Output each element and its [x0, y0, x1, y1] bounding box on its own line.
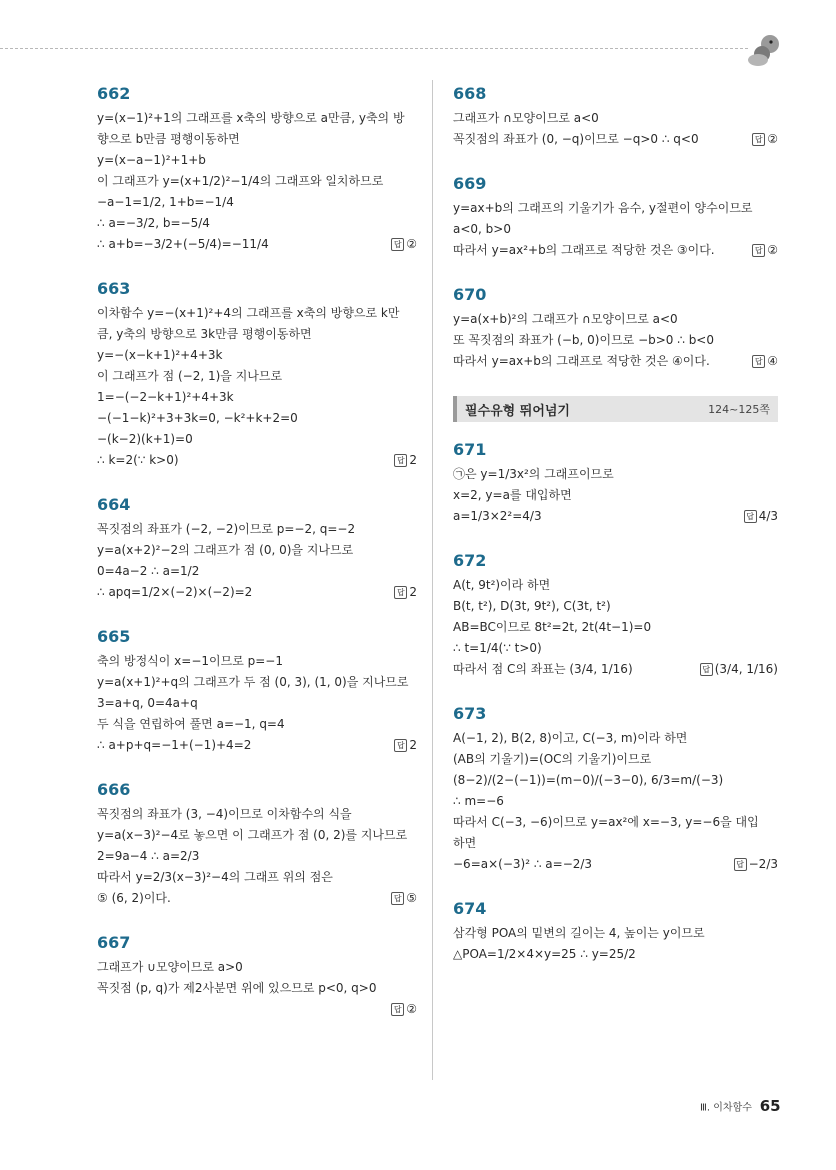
solution-line: y=a(x+2)²−2의 그래프가 점 (0, 0)을 지나므로 [97, 543, 354, 557]
answer-icon: 답 [734, 858, 747, 871]
problem-number: 671 [453, 440, 487, 459]
problem-number: 674 [453, 899, 487, 918]
answer-badge [391, 234, 417, 255]
solution-line: y=a(x+b)²의 그래프가 ∩모양이므로 a<0 [453, 312, 678, 326]
solution-line: ㉠은 y=1/3x²의 그래프이므로 [453, 467, 614, 481]
answer-badge [394, 735, 417, 756]
answer-icon: 답 [752, 244, 765, 257]
final-line [97, 888, 417, 909]
problem-number: 662 [97, 84, 131, 103]
answer-icon: 답 [700, 663, 713, 676]
solution-line: 1=−(−2−k+1)²+4+3k [97, 390, 234, 404]
final-line [97, 234, 417, 255]
answer-icon: 답 [752, 355, 765, 368]
answer-icon: 답 [394, 586, 407, 599]
solution-line: −(k−2)(k+1)=0 [97, 432, 193, 446]
problem-number: 672 [453, 551, 487, 570]
right-column [453, 84, 778, 989]
banner-title: 필수유형 뛰어넘기 [465, 403, 570, 419]
solution-line: 이 그래프가 y=(x+1/2)²−1/4의 그래프와 일치하므로 [97, 174, 384, 188]
answer-badge [752, 240, 778, 261]
final-line [453, 506, 778, 527]
final-line [453, 659, 778, 680]
solution-line: AB=BC이므로 8t²=2t, 2t(4t−1)=0 [453, 620, 652, 634]
solution-line: y=−(x−k+1)²+4+3k [97, 348, 223, 362]
solution-line: 2=9a−4 ∴ a=2/3 [97, 849, 200, 863]
solution-line: 따라서 y=2/3(x−3)²−4의 그래프 위의 점은 [97, 870, 333, 884]
problem-number: 664 [97, 495, 131, 514]
page-footer [700, 1097, 781, 1115]
answer-value: −2/3 [748, 857, 778, 871]
solution-line: A(−1, 2), B(2, 8)이고, C(−3, m)이라 하면 [453, 731, 688, 745]
solution-line: 축의 방정식이 x=−1이므로 p=−1 [97, 654, 283, 668]
solution-line: y=a(x+1)²+q의 그래프가 두 점 (0, 3), (1, 0)을 지나므로 [97, 675, 409, 689]
answer-value: (3/4, 1/16) [714, 662, 778, 676]
answer-icon: 답 [394, 454, 407, 467]
solution-line: 이 그래프가 점 (−2, 1)을 지나므로 [97, 369, 283, 383]
solution-line: a<0, b>0 [453, 222, 511, 236]
problem-662 [97, 84, 417, 255]
left-column [97, 84, 417, 1023]
solution-line: ∴ m=−6 [453, 794, 504, 808]
answer-value: ② [767, 243, 778, 257]
final-line [453, 129, 778, 150]
problem-664 [97, 495, 417, 603]
final-line-text: ∴ a+b=−3/2+(−5/4)=−11/4 [97, 237, 269, 251]
answer-icon: 답 [744, 510, 757, 523]
problem-number: 667 [97, 933, 131, 952]
squirrel-mascot-icon [744, 30, 784, 70]
solution-line: x=2, y=a를 대입하면 [453, 488, 572, 502]
final-line-text: ∴ a+p+q=−1+(−1)+4=2 [97, 738, 252, 752]
final-line-text: 따라서 y=ax+b의 그래프로 적당한 것은 ④이다. [453, 354, 710, 368]
banner-pages: 124~125쪽 [708, 403, 770, 416]
answer-badge [752, 129, 778, 150]
solution-line: A(t, 9t²)이라 하면 [453, 578, 551, 592]
problem-number: 673 [453, 704, 487, 723]
final-line [97, 582, 417, 603]
answer-value: 2 [409, 453, 417, 467]
top-dashed-rule [0, 48, 748, 49]
solution-line: −(−1−k)²+3+3k=0, −k²+k+2=0 [97, 411, 298, 425]
answer-value: ④ [767, 354, 778, 368]
solution-line: y=ax+b의 그래프의 기울기가 음수, y절편이 양수이므로 [453, 201, 753, 215]
problem-669 [453, 174, 778, 261]
solution-line: y=(x−a−1)²+1+b [97, 153, 206, 167]
answer-badge [734, 854, 778, 875]
problem-number: 663 [97, 279, 131, 298]
answer-badge [394, 582, 417, 603]
answer-badge [700, 659, 778, 680]
solution-line: 또 꼭짓점의 좌표가 (−b, 0)이므로 −b>0 ∴ b<0 [453, 333, 715, 347]
final-line [453, 351, 778, 372]
solution-line: 꼭짓점의 좌표가 (−2, −2)이므로 p=−2, q=−2 [97, 522, 356, 536]
right-problems-bottom [453, 440, 778, 965]
answer-icon: 답 [391, 238, 404, 251]
answer-icon: 답 [752, 133, 765, 146]
problem-number: 666 [97, 780, 131, 799]
problem-670 [453, 285, 778, 372]
column-divider [432, 80, 433, 1080]
problem-number: 670 [453, 285, 487, 304]
answer-value: ② [406, 237, 417, 251]
section-banner [453, 396, 778, 422]
answer-value: 2 [409, 585, 417, 599]
answer-value: ② [767, 132, 778, 146]
solution-line: (8−2)/(2−(−1))=(m−0)/(−3−0), 6/3=m/(−3) [453, 773, 724, 787]
answer-badge [391, 999, 417, 1020]
answer-badge [394, 450, 417, 471]
problem-666 [97, 780, 417, 909]
answer-badge [391, 888, 417, 909]
answer-icon: 답 [394, 739, 407, 752]
problem-number: 668 [453, 84, 487, 103]
solution-line: 큼, y축의 방향으로 3k만큼 평행이동하면 [97, 327, 312, 341]
solution-line: 0=4a−2 ∴ a=1/2 [97, 564, 200, 578]
solution-line: 하면 [453, 836, 477, 850]
solution-line: 꼭짓점의 좌표가 (3, −4)이므로 이차함수의 식을 [97, 807, 352, 821]
final-line-text: ∴ k=2(∵ k>0) [97, 453, 179, 467]
problem-672 [453, 551, 778, 680]
solution-line: 따라서 C(−3, −6)이므로 y=ax²에 x=−3, y=−6을 대입 [453, 815, 759, 829]
solution-line: y=(x−1)²+1의 그래프를 x축의 방향으로 a만큼, y축의 방 [97, 111, 405, 125]
final-line [453, 240, 778, 261]
solution-line: B(t, t²), D(3t, 9t²), C(3t, t²) [453, 599, 611, 613]
answer-badge [744, 506, 778, 527]
final-line-text: 꼭짓점의 좌표가 (0, −q)이므로 −q>0 ∴ q<0 [453, 132, 699, 146]
final-line [453, 854, 778, 875]
solution-line: 향으로 b만큼 평행이동하면 [97, 132, 240, 146]
answer-value: 4/3 [758, 509, 778, 523]
problem-674 [453, 899, 778, 965]
page-number: 65 [759, 1097, 781, 1115]
solution-line: −a−1=1/2, 1+b=−1/4 [97, 195, 234, 209]
footer-chapter: Ⅲ. 이차함수 [700, 1102, 752, 1114]
problem-663 [97, 279, 417, 471]
final-line [97, 735, 417, 756]
solution-line: ∴ a=−3/2, b=−5/4 [97, 216, 210, 230]
solution-line: 두 식을 연립하여 풀면 a=−1, q=4 [97, 717, 285, 731]
answer-value: ② [406, 1002, 417, 1016]
solution-line: ∴ t=1/4(∵ t>0) [453, 641, 542, 655]
solution-line: △POA=1/2×4×y=25 ∴ y=25/2 [453, 947, 636, 961]
answer-icon: 답 [391, 1003, 404, 1016]
final-line-text: −6=a×(−3)² ∴ a=−2/3 [453, 857, 593, 871]
solution-line: 삼각형 POA의 밑변의 길이는 4, 높이는 y이므로 [453, 926, 705, 940]
answer-value: 2 [409, 738, 417, 752]
final-line-text: ∴ apq=1/2×(−2)×(−2)=2 [97, 585, 253, 599]
problem-667 [97, 933, 417, 1016]
final-line-text: a=1/3×2²=4/3 [453, 509, 542, 523]
solution-line: y=a(x−3)²−4로 놓으면 이 그래프가 점 (0, 2)를 지나므로 [97, 828, 408, 842]
answer-icon: 답 [391, 892, 404, 905]
answer-value: ⑤ [406, 891, 417, 905]
solution-line: 그래프가 ∩모양이므로 a<0 [453, 111, 599, 125]
right-problems-top [453, 84, 778, 372]
final-line-text: 따라서 점 C의 좌표는 (3/4, 1/16) [453, 662, 633, 676]
problem-number: 665 [97, 627, 131, 646]
problem-665 [97, 627, 417, 756]
problem-number: 669 [453, 174, 487, 193]
solution-line: (AB의 기울기)=(OC의 기울기)이므로 [453, 752, 652, 766]
solution-line: 3=a+q, 0=4a+q [97, 696, 198, 710]
final-line-text: ⑤ (6, 2)이다. [97, 891, 171, 905]
answer-badge [752, 351, 778, 372]
problem-671 [453, 440, 778, 527]
problem-673 [453, 704, 778, 875]
solution-line: 이차함수 y=−(x+1)²+4의 그래프를 x축의 방향으로 k만 [97, 306, 400, 320]
solution-line: 그래프가 ∪모양이므로 a>0 [97, 960, 243, 974]
problem-668 [453, 84, 778, 150]
final-line [97, 450, 417, 471]
final-line-text: 따라서 y=ax²+b의 그래프로 적당한 것은 ③이다. [453, 243, 715, 257]
solution-line: 꼭짓점 (p, q)가 제2사분면 위에 있으므로 p<0, q>0 [97, 981, 377, 995]
